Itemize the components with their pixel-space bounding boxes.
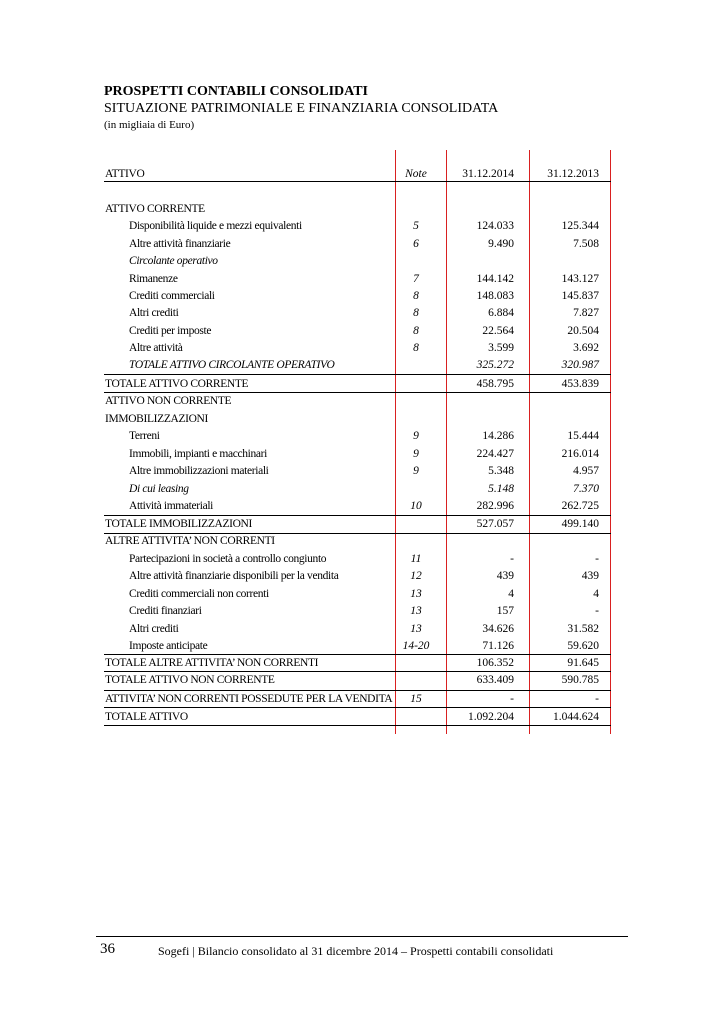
table-row: [104, 428, 611, 445]
row-note: 8: [413, 325, 419, 337]
row-label: Altre attività finanziarie disponibili per la vendita: [129, 570, 339, 582]
row-label: TOTALE ALTRE ATTIVITA’ NON CORRENTI: [105, 657, 319, 669]
row-label: ATTIVO CORRENTE: [105, 203, 205, 215]
row-value-2013: 4.957: [573, 465, 599, 477]
table-row: [104, 411, 611, 428]
row-value-2013: 7.508: [573, 238, 599, 250]
row-note: 13: [410, 605, 422, 617]
row-label: Attività immateriali: [129, 500, 214, 512]
row-value-2013: 143.127: [561, 273, 599, 285]
row-rule: [104, 374, 611, 375]
row-value-2013: 320.987: [561, 359, 599, 371]
row-note: 13: [410, 623, 422, 635]
row-note: 9: [413, 430, 419, 442]
row-label: Imposte anticipate: [129, 640, 208, 652]
row-value-2013: 3.692: [573, 342, 599, 354]
row-value-2014: 22.564: [482, 325, 514, 337]
row-label: Terreni: [129, 430, 160, 442]
row-label: Crediti finanziari: [129, 605, 202, 617]
row-value-2013: 125.344: [561, 220, 599, 232]
row-value-2014: -: [510, 693, 514, 705]
row-value-2013: 15.444: [567, 430, 599, 442]
row-note: 15: [410, 693, 422, 705]
row-value-2013: -: [595, 553, 599, 565]
table-row: [104, 253, 611, 270]
row-label: IMMOBILIZZAZIONI: [105, 413, 208, 425]
row-value-2013: 216.014: [561, 448, 599, 460]
row-value-2014: 5.348: [488, 465, 514, 477]
row-label: Altre attività finanziarie: [129, 238, 231, 250]
row-label: Di cui leasing: [129, 483, 189, 495]
table-row: [104, 498, 611, 515]
row-value-2014: 282.996: [476, 500, 514, 512]
row-label: Immobili, impianti e macchinari: [129, 448, 267, 460]
row-label: TOTALE ATTIVO: [105, 711, 188, 723]
row-value-2014: 34.626: [482, 623, 514, 635]
row-value-2013: 7.827: [573, 307, 599, 319]
row-value-2013: 590.785: [561, 674, 599, 686]
row-value-2014: 124.033: [476, 220, 514, 232]
column-header-attivo: ATTIVO: [105, 168, 145, 180]
row-value-2014: 9.490: [488, 238, 514, 250]
row-note: 8: [413, 307, 419, 319]
table-row: [104, 603, 611, 620]
table-row: [104, 357, 611, 374]
table-row: [104, 446, 611, 463]
footer-text: Sogefi | Bilancio consolidato al 31 dicembre 2014 – Prospetti contabili consolidati: [158, 944, 554, 958]
row-label: Rimanenze: [129, 273, 178, 285]
row-label: Crediti commerciali non correnti: [129, 588, 269, 600]
column-header-2014: 31.12.2014: [462, 168, 514, 180]
row-value-2014: 224.427: [476, 448, 514, 460]
row-value-2013: 4: [593, 588, 599, 600]
row-label: TOTALE ATTIVO CORRENTE: [105, 378, 249, 390]
row-note: 9: [413, 465, 419, 477]
row-label: ATTIVO NON CORRENTE: [105, 395, 232, 407]
row-note: 6: [413, 238, 419, 250]
table-row: [104, 305, 611, 322]
row-value-2014: 325.272: [476, 359, 514, 371]
balance-sheet-table: [104, 150, 611, 734]
row-value-2013: 499.140: [561, 518, 599, 530]
table-row: [104, 638, 611, 655]
row-note: 7: [413, 273, 419, 285]
row-rule: [104, 725, 611, 726]
table-row: [104, 709, 611, 726]
table-row: [104, 236, 611, 253]
row-value-2013: 145.837: [561, 290, 599, 302]
row-value-2014: 71.126: [482, 640, 514, 652]
row-value-2013: 59.620: [567, 640, 599, 652]
table-row: [104, 323, 611, 340]
table-row: [104, 376, 611, 393]
row-note: 9: [413, 448, 419, 460]
table-row: [104, 691, 611, 708]
row-note: 8: [413, 342, 419, 354]
row-label: Circolante operativo: [129, 255, 218, 267]
table-row: [104, 586, 611, 603]
page-number: 36: [100, 941, 115, 957]
row-rule: [104, 707, 611, 708]
table-row: [104, 288, 611, 305]
row-label: Altre attività: [129, 342, 183, 354]
row-value-2014: 458.795: [476, 378, 514, 390]
row-value-2013: -: [595, 605, 599, 617]
row-label: TOTALE ATTIVO NON CORRENTE: [105, 674, 275, 686]
row-note: 10: [410, 500, 422, 512]
row-value-2013: 1.044.624: [553, 711, 599, 723]
table-row: [104, 481, 611, 498]
row-label: ATTIVITA’ NON CORRENTI POSSEDUTE PER LA VENDITA: [105, 693, 393, 705]
row-value-2013: 7.370: [573, 483, 599, 495]
column-header-note: Note: [405, 168, 427, 180]
table-row: [104, 533, 611, 550]
row-value-2013: 20.504: [567, 325, 599, 337]
table-row: [104, 463, 611, 480]
row-value-2014: 144.142: [476, 273, 514, 285]
row-value-2014: 106.352: [476, 657, 514, 669]
table-row: [104, 271, 611, 288]
row-value-2014: 14.286: [482, 430, 514, 442]
table-row: [104, 655, 611, 672]
table-row: [104, 551, 611, 568]
row-value-2014: 6.884: [488, 307, 514, 319]
row-value-2014: 148.083: [476, 290, 514, 302]
row-label: ALTRE ATTIVITA’ NON CORRENTI: [105, 535, 275, 547]
row-value-2014: 157: [496, 605, 514, 617]
row-value-2013: 262.725: [561, 500, 599, 512]
row-note: 14-20: [402, 640, 430, 652]
row-value-2013: 453.839: [561, 378, 599, 390]
row-label: Crediti commerciali: [129, 290, 215, 302]
table-row: [104, 393, 611, 410]
row-value-2013: 439: [581, 570, 599, 582]
row-value-2014: -: [510, 553, 514, 565]
table-row: [104, 516, 611, 533]
row-note: 5: [413, 220, 419, 232]
column-header-2013: 31.12.2013: [547, 168, 599, 180]
footer-rule: [96, 936, 628, 937]
row-value-2014: 4: [508, 588, 514, 600]
row-note: 12: [410, 570, 422, 582]
row-label: TOTALE ATTIVO CIRCOLANTE OPERATIVO: [129, 359, 335, 371]
row-note: 8: [413, 290, 419, 302]
table-row: [104, 672, 611, 689]
row-value-2014: 439: [496, 570, 514, 582]
row-label: Disponibilità liquide e mezzi equivalenti: [129, 220, 302, 232]
row-value-2013: -: [595, 693, 599, 705]
row-value-2014: 5.148: [488, 483, 514, 495]
header-rule: [104, 181, 611, 182]
table-row: [104, 621, 611, 638]
table-row: [104, 568, 611, 585]
row-value-2014: 1.092.204: [468, 711, 514, 723]
unit-note: (in migliaia di Euro): [104, 119, 195, 131]
page-subtitle: SITUAZIONE PATRIMONIALE E FINANZIARIA CONSOLIDATA: [104, 101, 499, 116]
table-row: [104, 201, 611, 218]
row-note: 13: [410, 588, 422, 600]
row-value-2014: 633.409: [476, 674, 514, 686]
row-note: 11: [410, 553, 422, 565]
page-title: PROSPETTI CONTABILI CONSOLIDATI: [104, 84, 368, 99]
table-row: [104, 218, 611, 235]
row-label: Altre immobilizzazioni materiali: [129, 465, 269, 477]
row-label: Altri crediti: [129, 307, 179, 319]
row-label: Crediti per imposte: [129, 325, 212, 337]
row-label: Altri crediti: [129, 623, 179, 635]
row-value-2013: 31.582: [567, 623, 599, 635]
table-row: [104, 340, 611, 357]
row-value-2014: 527.057: [476, 518, 514, 530]
row-value-2013: 91.645: [567, 657, 599, 669]
row-label: Partecipazioni in società a controllo congiunto: [129, 553, 327, 565]
row-value-2014: 3.599: [488, 342, 514, 354]
row-label: TOTALE IMMOBILIZZAZIONI: [105, 518, 252, 530]
